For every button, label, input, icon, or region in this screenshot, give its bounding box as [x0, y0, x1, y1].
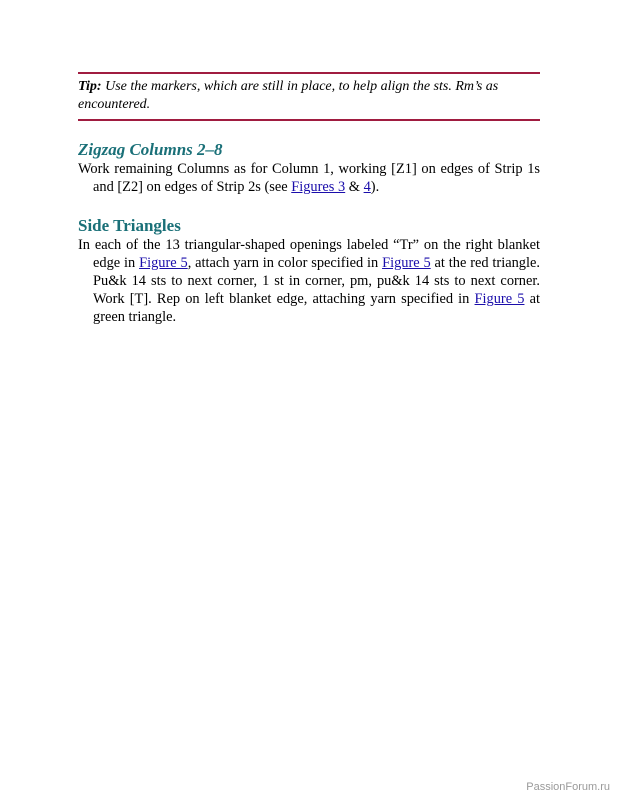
watermark-text: PassionForum.ru [526, 781, 610, 793]
zigzag-text-1: Work remaining Columns as for Column 1, working [Z1] on edges of Strip 1s and [Z2] on edges of Strip 2s (see [78, 161, 540, 195]
zigzag-paragraph [78, 160, 540, 196]
figure-4-link[interactable]: 4 [363, 179, 371, 195]
figure-5-link-1[interactable]: Figure 5 [139, 255, 188, 271]
side-text-2: , attach yarn in color specified in [187, 255, 383, 271]
side-text-3: at the red triangle. Pu&k 14 sts to next corner, 1 st in corner, pm, pu&k 14 sts to next corner. Work [T]. Rep on left blanket edge, attaching yarn specified in [93, 255, 540, 307]
figure-5-link-3[interactable]: Figure 5 [474, 291, 525, 307]
zigzag-text-3: ). [370, 179, 380, 195]
tip-label: Tip: [78, 79, 102, 94]
zigzag-text-2: & [345, 179, 364, 195]
tip-text: Use the markers, which are still in place, to help align the sts. Rm’s as encountered. [78, 79, 499, 112]
figures-3-link[interactable]: Figures 3 [291, 179, 346, 195]
side-text-4: at green triangle. [93, 291, 540, 325]
side-triangles-paragraph [78, 236, 540, 326]
zigzag-heading: Zigzag Columns 2–8 [78, 140, 223, 159]
side-text-1: In each of the 13 triangular-shaped openings labeled “Tr” on the right blanket edge in [78, 237, 540, 271]
document-page [78, 72, 540, 326]
side-triangles-heading: Side Triangles [78, 216, 181, 235]
figure-5-link-2[interactable]: Figure 5 [382, 255, 431, 271]
tip-box [78, 72, 540, 121]
